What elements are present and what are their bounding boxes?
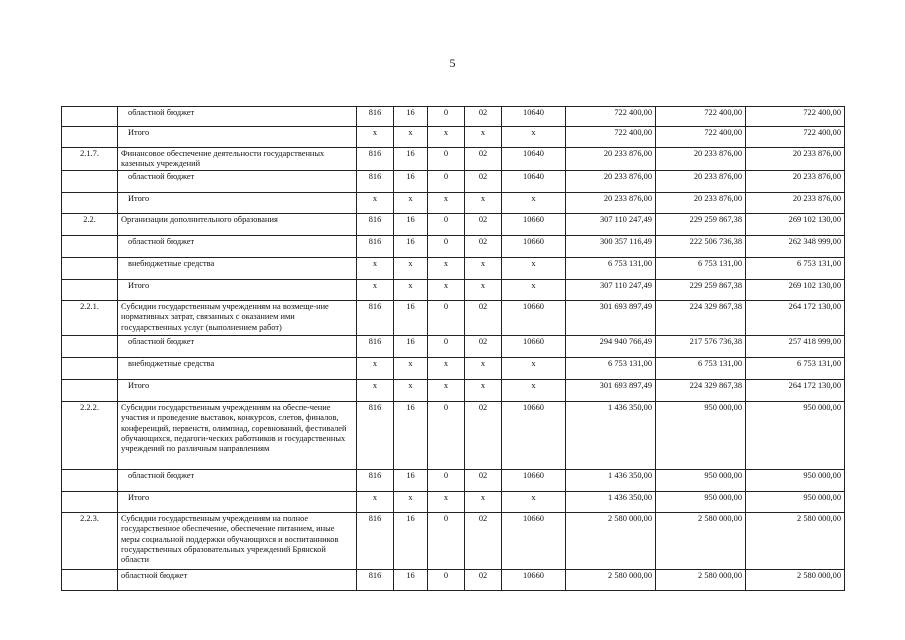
item-number-cell (62, 107, 118, 127)
section-code-cell: 16 (394, 148, 428, 171)
item-number-cell (62, 257, 118, 279)
target-code-cell: x (465, 279, 502, 300)
gov-code-cell: x (357, 491, 394, 512)
item-number-cell (62, 279, 118, 300)
target-code-cell: 02 (465, 170, 502, 192)
subsection-code-cell: 0 (428, 235, 465, 257)
gov-code-cell: 816 (357, 512, 394, 569)
amount-year2-cell: 217 576 736,38 (656, 335, 746, 357)
table-row (62, 491, 845, 512)
amount-year1-cell: 2 580 000,00 (566, 512, 656, 569)
expense-code-cell: 10640 (502, 170, 566, 192)
amount-year3-cell: 264 172 130,00 (746, 379, 845, 401)
amount-year2-cell: 229 259 867,38 (656, 279, 746, 300)
section-code-cell: x (394, 279, 428, 300)
gov-code-cell: 816 (357, 469, 394, 491)
item-name-cell: Итого (118, 279, 357, 300)
expense-code-cell: 10660 (502, 335, 566, 357)
amount-year2-cell: 950 000,00 (656, 469, 746, 491)
table-row (62, 213, 845, 235)
amount-year2-cell: 2 580 000,00 (656, 569, 746, 590)
expense-code-cell: x (502, 357, 566, 379)
item-name-cell: Итого (118, 127, 357, 148)
item-number-cell: 2.2.2. (62, 401, 118, 469)
section-code-cell: 16 (394, 401, 428, 469)
expense-code-cell: x (502, 192, 566, 213)
gov-code-cell: 816 (357, 148, 394, 171)
amount-year1-cell: 722 400,00 (566, 127, 656, 148)
item-name-cell: областной бюджет (118, 170, 357, 192)
gov-code-cell: 816 (357, 107, 394, 127)
table-row (62, 569, 845, 590)
amount-year2-cell: 2 580 000,00 (656, 512, 746, 569)
table-row (62, 192, 845, 213)
section-code-cell: 16 (394, 335, 428, 357)
amount-year2-cell: 20 233 876,00 (656, 148, 746, 171)
item-name-cell: Организации дополнительного образования (118, 213, 357, 235)
gov-code-cell: 816 (357, 569, 394, 590)
amount-year2-cell: 722 400,00 (656, 127, 746, 148)
gov-code-cell: x (357, 127, 394, 148)
item-name-cell: Итого (118, 192, 357, 213)
target-code-cell: 02 (465, 569, 502, 590)
amount-year3-cell: 264 172 130,00 (746, 300, 845, 335)
amount-year3-cell: 269 102 130,00 (746, 279, 845, 300)
table-row (62, 469, 845, 491)
gov-code-cell: 816 (357, 300, 394, 335)
amount-year3-cell: 2 580 000,00 (746, 569, 845, 590)
target-code-cell: x (465, 379, 502, 401)
section-code-cell: 16 (394, 107, 428, 127)
expense-code-cell: 10640 (502, 107, 566, 127)
target-code-cell: 02 (465, 107, 502, 127)
amount-year1-cell: 1 436 350,00 (566, 469, 656, 491)
target-code-cell: x (465, 192, 502, 213)
amount-year3-cell: 257 418 999,00 (746, 335, 845, 357)
target-code-cell: 02 (465, 512, 502, 569)
gov-code-cell: x (357, 257, 394, 279)
section-code-cell: 16 (394, 213, 428, 235)
subsection-code-cell: 0 (428, 335, 465, 357)
item-name-cell: областной бюджет (118, 235, 357, 257)
section-code-cell: 16 (394, 512, 428, 569)
amount-year2-cell: 222 506 736,38 (656, 235, 746, 257)
table-row (62, 257, 845, 279)
subsection-code-cell: 0 (428, 569, 465, 590)
subsection-code-cell: x (428, 379, 465, 401)
amount-year3-cell: 269 102 130,00 (746, 213, 845, 235)
section-code-cell: 16 (394, 235, 428, 257)
target-code-cell: 02 (465, 235, 502, 257)
expense-code-cell: 10640 (502, 148, 566, 171)
amount-year1-cell: 294 940 766,49 (566, 335, 656, 357)
amount-year3-cell: 262 348 999,00 (746, 235, 845, 257)
expense-code-cell: 10660 (502, 213, 566, 235)
subsection-code-cell: 0 (428, 148, 465, 171)
item-number-cell: 2.1.7. (62, 148, 118, 171)
target-code-cell: x (465, 127, 502, 148)
item-name-cell: областной бюджет (118, 469, 357, 491)
item-number-cell (62, 335, 118, 357)
table-row (62, 512, 845, 569)
expense-code-cell: 10660 (502, 469, 566, 491)
amount-year1-cell: 722 400,00 (566, 107, 656, 127)
table-row (62, 379, 845, 401)
amount-year1-cell: 301 693 897,49 (566, 300, 656, 335)
section-code-cell: 16 (394, 170, 428, 192)
expense-code-cell: x (502, 379, 566, 401)
subsection-code-cell: 0 (428, 469, 465, 491)
table-row (62, 401, 845, 469)
amount-year1-cell: 1 436 350,00 (566, 401, 656, 469)
table-row (62, 170, 845, 192)
subsection-code-cell: x (428, 491, 465, 512)
gov-code-cell: 816 (357, 335, 394, 357)
expense-code-cell: 10660 (502, 569, 566, 590)
section-code-cell: x (394, 257, 428, 279)
amount-year1-cell: 1 436 350,00 (566, 491, 656, 512)
subsection-code-cell: x (428, 279, 465, 300)
subsection-code-cell: 0 (428, 170, 465, 192)
expense-code-cell: 10660 (502, 235, 566, 257)
item-number-cell (62, 569, 118, 590)
gov-code-cell: x (357, 279, 394, 300)
expense-code-cell: 10660 (502, 300, 566, 335)
target-code-cell: x (465, 491, 502, 512)
amount-year1-cell: 6 753 131,00 (566, 257, 656, 279)
amount-year1-cell: 6 753 131,00 (566, 357, 656, 379)
amount-year1-cell: 307 110 247,49 (566, 213, 656, 235)
expense-code-cell: x (502, 127, 566, 148)
table-row (62, 279, 845, 300)
table-row (62, 148, 845, 171)
amount-year3-cell: 722 400,00 (746, 107, 845, 127)
target-code-cell: x (465, 257, 502, 279)
item-name-cell: областной бюджет (118, 569, 357, 590)
subsection-code-cell: x (428, 192, 465, 213)
section-code-cell: x (394, 192, 428, 213)
target-code-cell: 02 (465, 213, 502, 235)
amount-year3-cell: 950 000,00 (746, 491, 845, 512)
subsection-code-cell: 0 (428, 300, 465, 335)
subsection-code-cell: x (428, 357, 465, 379)
target-code-cell: x (465, 357, 502, 379)
section-code-cell: x (394, 357, 428, 379)
amount-year2-cell: 950 000,00 (656, 401, 746, 469)
amount-year2-cell: 224 329 867,38 (656, 379, 746, 401)
amount-year1-cell: 2 580 000,00 (566, 569, 656, 590)
amount-year1-cell: 301 693 897,49 (566, 379, 656, 401)
item-name-cell: Субсидии государственным учреждениям на полное государственное обеспечение, обеспечение питанием, иные меры социальной поддержки обучающихся и воспитанников государственных образовательных учреждений Брянской области (118, 512, 357, 569)
subsection-code-cell: x (428, 127, 465, 148)
amount-year3-cell: 20 233 876,00 (746, 192, 845, 213)
item-number-cell (62, 357, 118, 379)
item-number-cell: 2.2.3. (62, 512, 118, 569)
amount-year2-cell: 722 400,00 (656, 107, 746, 127)
gov-code-cell: 816 (357, 235, 394, 257)
table-row (62, 357, 845, 379)
amount-year3-cell: 20 233 876,00 (746, 148, 845, 171)
item-name-cell: Итого (118, 491, 357, 512)
amount-year3-cell: 20 233 876,00 (746, 170, 845, 192)
expense-code-cell: x (502, 491, 566, 512)
section-code-cell: x (394, 127, 428, 148)
item-name-cell: областной бюджет (118, 335, 357, 357)
table-row (62, 107, 845, 127)
subsection-code-cell: x (428, 257, 465, 279)
gov-code-cell: 816 (357, 170, 394, 192)
target-code-cell: 02 (465, 300, 502, 335)
item-number-cell (62, 469, 118, 491)
item-name-cell: Итого (118, 379, 357, 401)
amount-year3-cell: 2 580 000,00 (746, 512, 845, 569)
amount-year2-cell: 229 259 867,38 (656, 213, 746, 235)
item-name-cell: Субсидии государственным учреждениям на обеспе-чение участия и проведение выставок, конкурсов, слетов, финалов, конференций, первенств, олимпиад, соревнований, фестивалей обучающихся, педагоги-ческих работников и государственных учреждений по различным направлениям (118, 401, 357, 469)
target-code-cell: 02 (465, 469, 502, 491)
section-code-cell: 16 (394, 569, 428, 590)
amount-year3-cell: 6 753 131,00 (746, 357, 845, 379)
item-number-cell (62, 235, 118, 257)
page-number: 5 (449, 56, 456, 70)
item-name-cell: внебюджетные средства (118, 357, 357, 379)
section-code-cell: x (394, 491, 428, 512)
item-number-cell (62, 192, 118, 213)
gov-code-cell: x (357, 357, 394, 379)
subsection-code-cell: 0 (428, 512, 465, 569)
amount-year3-cell: 950 000,00 (746, 469, 845, 491)
amount-year2-cell: 6 753 131,00 (656, 257, 746, 279)
amount-year1-cell: 20 233 876,00 (566, 170, 656, 192)
section-code-cell: 16 (394, 469, 428, 491)
table-row (62, 335, 845, 357)
budget-table (61, 106, 845, 591)
item-name-cell: внебюджетные средства (118, 257, 357, 279)
amount-year2-cell: 20 233 876,00 (656, 192, 746, 213)
amount-year3-cell: 950 000,00 (746, 401, 845, 469)
item-name-cell: областной бюджет (118, 107, 357, 127)
amount-year2-cell: 6 753 131,00 (656, 357, 746, 379)
item-number-cell (62, 379, 118, 401)
target-code-cell: 02 (465, 148, 502, 171)
expense-code-cell: 10660 (502, 512, 566, 569)
subsection-code-cell: 0 (428, 107, 465, 127)
amount-year1-cell: 20 233 876,00 (566, 192, 656, 213)
amount-year1-cell: 307 110 247,49 (566, 279, 656, 300)
expense-code-cell: 10660 (502, 401, 566, 469)
target-code-cell: 02 (465, 335, 502, 357)
item-number-cell (62, 170, 118, 192)
item-name-cell: Субсидии государственным учреждениям на возмеще-ние нормативных затрат, связанных с оказанием ими государственных услуг (выполнением работ) (118, 300, 357, 335)
table-row (62, 127, 845, 148)
amount-year1-cell: 300 357 116,49 (566, 235, 656, 257)
table-row (62, 300, 845, 335)
amount-year1-cell: 20 233 876,00 (566, 148, 656, 171)
subsection-code-cell: 0 (428, 213, 465, 235)
item-number-cell (62, 127, 118, 148)
table-row (62, 235, 845, 257)
item-name-cell: Финансовое обеспечение деятельности государственных казенных учреждений (118, 148, 357, 171)
gov-code-cell: 816 (357, 401, 394, 469)
section-code-cell: 16 (394, 300, 428, 335)
gov-code-cell: x (357, 192, 394, 213)
section-code-cell: x (394, 379, 428, 401)
amount-year3-cell: 6 753 131,00 (746, 257, 845, 279)
amount-year3-cell: 722 400,00 (746, 127, 845, 148)
expense-code-cell: x (502, 257, 566, 279)
amount-year2-cell: 224 329 867,38 (656, 300, 746, 335)
amount-year2-cell: 20 233 876,00 (656, 170, 746, 192)
gov-code-cell: x (357, 379, 394, 401)
item-number-cell: 2.2. (62, 213, 118, 235)
subsection-code-cell: 0 (428, 401, 465, 469)
item-number-cell: 2.2.1. (62, 300, 118, 335)
gov-code-cell: 816 (357, 213, 394, 235)
expense-code-cell: x (502, 279, 566, 300)
amount-year2-cell: 950 000,00 (656, 491, 746, 512)
item-number-cell (62, 491, 118, 512)
target-code-cell: 02 (465, 401, 502, 469)
